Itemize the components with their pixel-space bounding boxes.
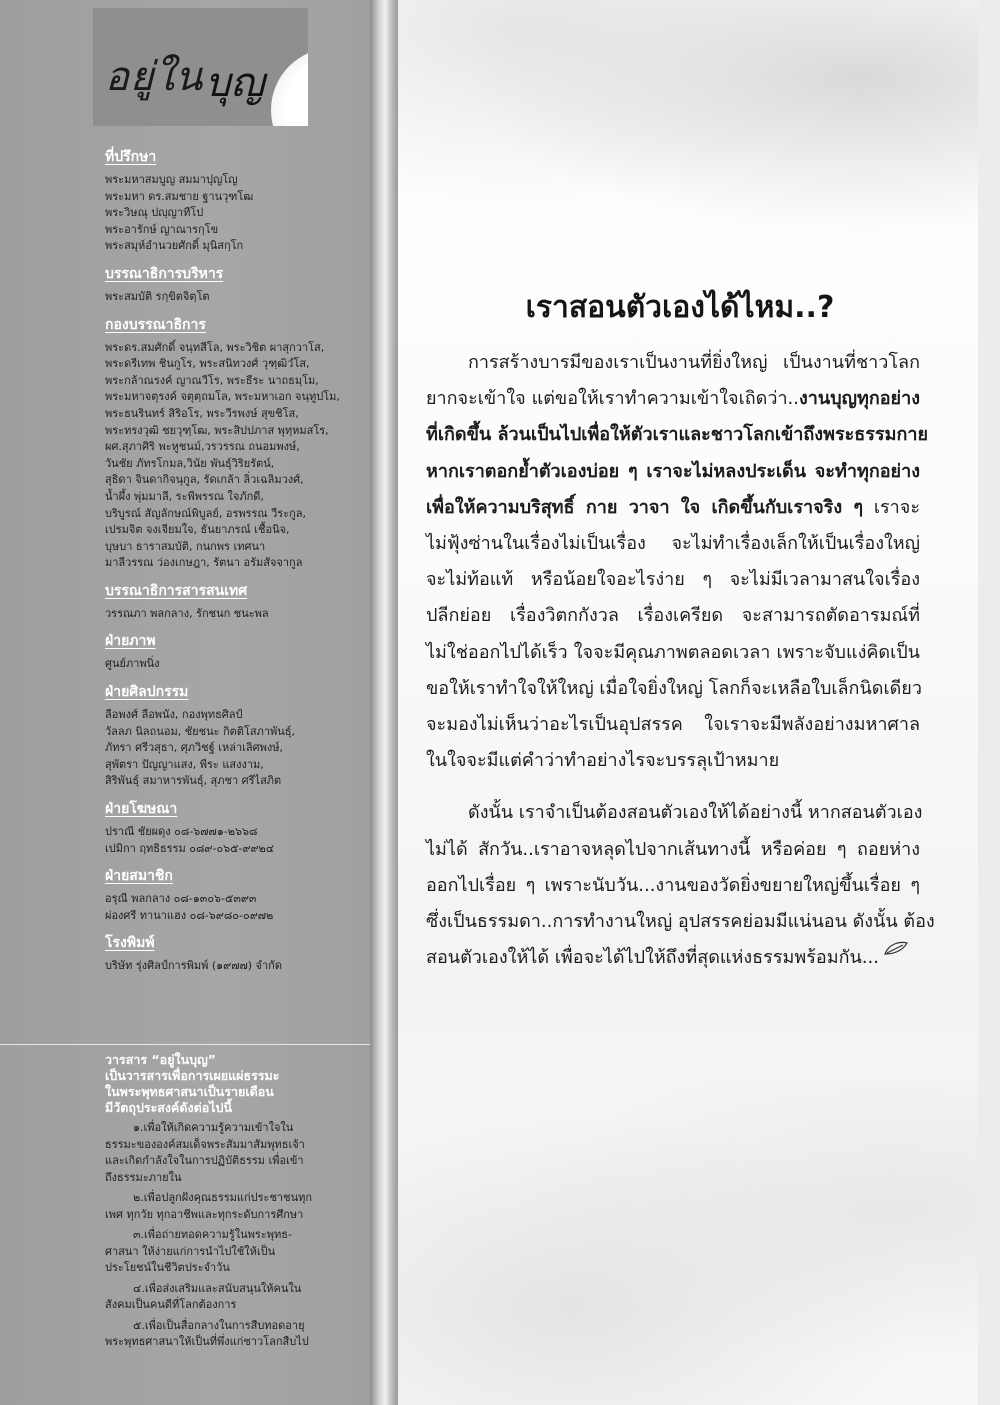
mission-item-line: ๓.เพื่อถ่ายทอดความรู้ในพระพุทธ- [133, 1228, 292, 1241]
text-segment: ไม่ใช่ออกไปได้เร็ว ใจจะมีคุณภาพตลอดเวลา เพราะจับแง่คิดเป็น [426, 641, 920, 663]
credit-line: วันชัย ภัทรโกมล,วินัย พันธุ์วิริยรัตน์, [105, 456, 275, 470]
credit-line: พระมหาจตุรงค์ จตุตฺถมโล, พระมหาเอก จนฺทูปโม, [105, 390, 340, 404]
credit-section [105, 683, 350, 790]
mission-item [105, 1120, 323, 1186]
mission-item [105, 1281, 323, 1314]
text-segment: จะไม่ท้อแท้ หรือน้อยใจอะไรง่าย ๆ จะไม่มีเวลามาสนใจเรื่อง [426, 569, 920, 591]
article-paragraph-1 [426, 345, 929, 779]
mission-item-line: ถึงธรรมะภายใน [105, 1170, 182, 1184]
credit-section-title: บรรณาธิการบริหาร [105, 265, 224, 282]
logo-text-2: บุญ [205, 60, 265, 106]
credit-section-title: ฝ่ายศิลปกรรม [105, 684, 189, 701]
article-line [426, 345, 920, 381]
article-line: ดังนั้น เราจำเป็นต้องสอนตัวเองให้ได้อย่างนี้ หากสอนตัวเอง [468, 802, 923, 824]
article-line [426, 490, 920, 526]
text-segment: ในใจจะมีแต่คำว่าทำอย่างไรจะบรรลุเป้าหมาย [426, 750, 780, 772]
credit-line: สิริพันธุ์ สมาหารพันธุ์, สุภชา ศรีไสภิต [105, 774, 282, 788]
bold-segment: หากเราตอกย้ำตัวเองบ่อย ๆ เราจะไม่หลงประเด็น จะทำทุกอย่าง [426, 460, 920, 482]
article-line: ไม่ได้ สักวัน..เราอาจหลุดไปจากเส้นทางนี้ หรือค่อย ๆ ถอยห่าง [426, 838, 920, 860]
credit-line: วัลลภ นิลถนอม, ชัยชนะ กิตติโสภาพันธุ์, [105, 724, 295, 738]
credit-line: เปรมจิต จงเจียมใจ, ธันยาภรณ์ เชื้อนิจ, [105, 523, 290, 537]
article-title: เราสอนตัวเองได้ไหม..? [525, 290, 835, 325]
credit-line: ผศ.สุภาศิริ พะหูชนม์,วรวรรณ ถนอมพงษ์, [105, 440, 300, 454]
credit-line: ศูนย์ภาพนิ่ง [105, 657, 160, 671]
credit-section [105, 582, 350, 623]
credit-line: เปมิกา ฤทธิธรรม ๐๘๙-๐๖๕-๙๙๒๔ [105, 841, 275, 855]
text-segment: ปลีกย่อย เรื่องวิตกกังวล เรื่องเครียด จะสามารถตัดอารมณ์ที่ [426, 605, 920, 627]
credit-line: พระสมบัติ รกฺขิตจิตฺโต [105, 289, 210, 303]
mission-item-line: ประโยชน์ในชีวิตประจำวัน [105, 1261, 230, 1274]
credit-line: พระมหา ดร.สมชาย ฐานวุฑโฒ [105, 189, 254, 203]
moon-graphic [271, 48, 308, 126]
credit-line: พระสมุห์อำนวยศักดิ์ มุนิสกฺโก [105, 239, 244, 253]
credit-line: ลือพงศ์ ลือพนัง, กองพุทธศิลป์ [105, 708, 243, 722]
credit-line: พระทรงวุฒิ ชยวุฑฺโฒ, พระสิปปภาส พุทฺหมสโร, [105, 423, 329, 437]
article-line [426, 417, 929, 453]
credit-line: พระดร.สมศักดิ์ จนฺทสีโล, พระวิชิต ผาสุกวาโส, [105, 340, 325, 354]
text-segment: เราจะ [863, 496, 920, 518]
credit-line: อรุณี พลกลาง ๐๘-๑๓๐๖-๕๓๙๓ [105, 892, 257, 906]
mission-heading-line: วารสาร “อยู่ในบุญ” [105, 1052, 216, 1067]
mission-item-line: ๕.เพื่อเป็นสื่อกลางในการสืบทอดอายุ [133, 1318, 305, 1332]
sidebar-divider [0, 1044, 370, 1045]
page-spine [370, 0, 398, 1405]
credit-line: พระมหาสมบูญ สมมาปุญโญ [105, 173, 238, 186]
credit-line: บุษบา ธาราสมบัติ, กนกพร เทศนา [105, 539, 266, 553]
credit-section [105, 867, 350, 924]
page-edge [978, 0, 1000, 1405]
mission-item-line: สังคมเป็นคนดีที่โลกต้องการ [105, 1298, 237, 1311]
bold-segment: ที่เกิดขึ้น ล้วนเป็นไปเพื่อให้ตัวเราและชาวโลกเข้าถึงพระธรรมกาย [426, 424, 929, 446]
article-body [426, 345, 935, 976]
article-line [426, 526, 920, 562]
mission-statement [105, 1052, 323, 1351]
article-line: ซึ่งเป็นธรรมดา..การทำงานใหญ่ อุปสรรคย่อมมีแน่นอน ดังนั้น ต้อง [426, 911, 935, 933]
credit-section-title: ที่ปรึกษา [105, 149, 157, 165]
mission-heading-line: มีวัตถุประสงค์ดังต่อไปนี้ [105, 1100, 233, 1115]
credit-line: วรรณภา พลกลาง, รักชนก ชนะพล [105, 606, 269, 620]
text-segment: จะมองไม่เห็นว่าอะไรเป็นอุปสรรค ใจเราจะมีพลังอย่างมหาศาล [426, 714, 920, 736]
article-line [426, 635, 920, 671]
credit-line: ภัทรา ศรีวสุธา, ศุภวิชฐ์ เหล่าเลิศพงษ์, [105, 741, 283, 755]
credit-section-title: บรรณาธิการสารสนเทศ [105, 582, 248, 599]
credit-line: พระธนรินทร์ สิริอโร, พระวีรพงษ์ สุขชิโส, [105, 406, 299, 420]
credit-section [105, 934, 350, 975]
text-segment: ไม่ฟุ้งซ่านในเรื่องไม่เป็นเรื่อง จะไม่ทำเรื่องเล็กให้เป็นเรื่องใหญ่ [426, 533, 920, 555]
article-line [426, 743, 920, 779]
sidebar [0, 0, 370, 1405]
article-line [426, 707, 920, 743]
mission-item-line: ธรรมะขององค์สมเด็จพระสัมมาสัมพุทธเจ้า [105, 1137, 305, 1151]
mission-heading-line: เป็นวารสารเพื่อการเผยแผ่ธรรมะ [105, 1068, 280, 1083]
credit-section-title: ฝ่ายสมาชิก [105, 868, 173, 885]
credit-line: สุพัตรา ปัญญาแสง, พีระ แสงงาม, [105, 757, 264, 771]
mission-item-line: ๑.เพื่อให้เกิดความรู้ความเข้าใจใน [133, 1121, 294, 1134]
article-line [426, 598, 920, 634]
mission-item-line: พระพุทธศาสนาให้เป็นที่พึ่งแก่ชาวโลกสืบไป [105, 1335, 309, 1348]
mission-item-line: ๒.เพื่อปลูกฝังคุณธรรมแก่ประชาชนทุก [133, 1191, 312, 1204]
mission-heading-line: ในพระพุทธศาสนาเป็นรายเดือน [105, 1084, 274, 1099]
article-line: สอนตัวเองให้ได้ เพื่อจะได้ไปให้ถึงที่สุดแห่งธรรมพร้อมกัน... [426, 940, 920, 976]
text-segment: การสร้างบารมีของเราเป็นงานที่ยิ่งใหญ่ เป็นงานที่ชาวโลก [468, 352, 920, 373]
credit-line: พระวิษณุ ปญฺญาทีโป [105, 206, 204, 220]
bold-segment: งานบุญทุกอย่าง [799, 388, 920, 410]
credit-line: มาลีวรรณ ว่องเกษฎา, รัตนา อรัมสัจจากูล [105, 556, 303, 570]
credit-section-title: ฝ่ายภาพ [105, 633, 156, 650]
article-paragraph-2 [426, 795, 935, 976]
mission-item-line: และเกิดกำลังใจในการปฏิบัติธรรม เพื่อเข้า [105, 1154, 304, 1167]
mission-item-line: ศาสนา ให้ง่ายแก่การนำไปใช้ให้เป็น [105, 1244, 276, 1258]
mission-item-line: ๔.เพื่อส่งเสริมและสนับสนุนให้คนใน [133, 1281, 302, 1295]
article-line [426, 671, 920, 707]
credit-line: พระอารักษ์ ญาณารกฺโข [105, 222, 219, 236]
credit-section [105, 148, 350, 255]
article-line: ออกไปเรื่อย ๆ เพราะนับวัน...งานของวัดยิ่งขยายใหญ่ขึ้นเรื่อย ๆ [426, 874, 920, 896]
leaf-icon [883, 940, 909, 956]
credit-line: บริบูรณ์ สัญลักษณ์พิบูลย์, อรพรรณ วีระกูล, [105, 506, 307, 520]
credit-line: ผ่องศรี ทานาแฮง ๐๘-๖๙๘๐-๐๙๗๒ [105, 908, 274, 922]
bold-segment: เพื่อให้ความบริสุทธิ์ กาย วาจา ใจ เกิดขึ้นกับเราจริง ๆ [426, 496, 864, 518]
credit-section [105, 800, 350, 857]
mission-item [105, 1227, 323, 1277]
credit-section [105, 632, 350, 673]
credit-section-title: ฝ่ายโฆษณา [105, 801, 178, 818]
credit-line: สุธิดา จินดากิจนุกูล, รัดเกล้า ลิ่วเฉลิมวงศ์, [105, 473, 304, 487]
magazine-logo [93, 8, 308, 126]
credit-line: พระกล้าณรงค์ ญาณวีโร, พระธีระ นาถธมฺโม, [105, 373, 319, 387]
cloud-background-bottom [398, 1080, 978, 1405]
credit-line: พระดรีเทพ ชินกูโร, พระสนิทวงศ์ วุฑฺฒิวํโส, [105, 357, 310, 371]
credit-line: น้ำผึ้ง พุ่มมาลี, ระพีพรรณ ใจภักดี, [105, 489, 264, 503]
article-line [426, 381, 920, 417]
article-line [426, 562, 920, 598]
credit-section-title: โรงพิมพ์ [105, 935, 155, 952]
mission-item-line: เพศ ทุกวัย ทุกอาชีพและทุกระดับการศึกษา [105, 1207, 304, 1221]
article-line [426, 454, 920, 490]
text-segment: ขอให้เราทำใจให้ใหญ่ เมื่อใจยิ่งใหญ่ โลกก็จะเหลือใบเล็กนิดเดียว [426, 677, 922, 699]
mission-item [105, 1318, 323, 1351]
credit-line: บริษัท รุ่งศิลป์การพิมพ์ (๑๙๗๗) จำกัด [105, 959, 282, 973]
cloud-background-top [398, 0, 978, 260]
mission-item [105, 1190, 323, 1223]
credit-section [105, 316, 350, 572]
credits-list [105, 148, 350, 985]
credit-line: ปราณี ชัยผดุง ๐๘-๖๗๗๑-๒๖๖๘ [105, 825, 258, 839]
credit-section [105, 265, 350, 306]
logo-text-1: อยู่ใน [105, 54, 204, 100]
credit-section-title: กองบรรณาธิการ [105, 316, 206, 333]
text-segment: ยากจะเข้าใจ แต่ขอให้เราทำความเข้าใจเถิดว่า.. [426, 388, 800, 410]
